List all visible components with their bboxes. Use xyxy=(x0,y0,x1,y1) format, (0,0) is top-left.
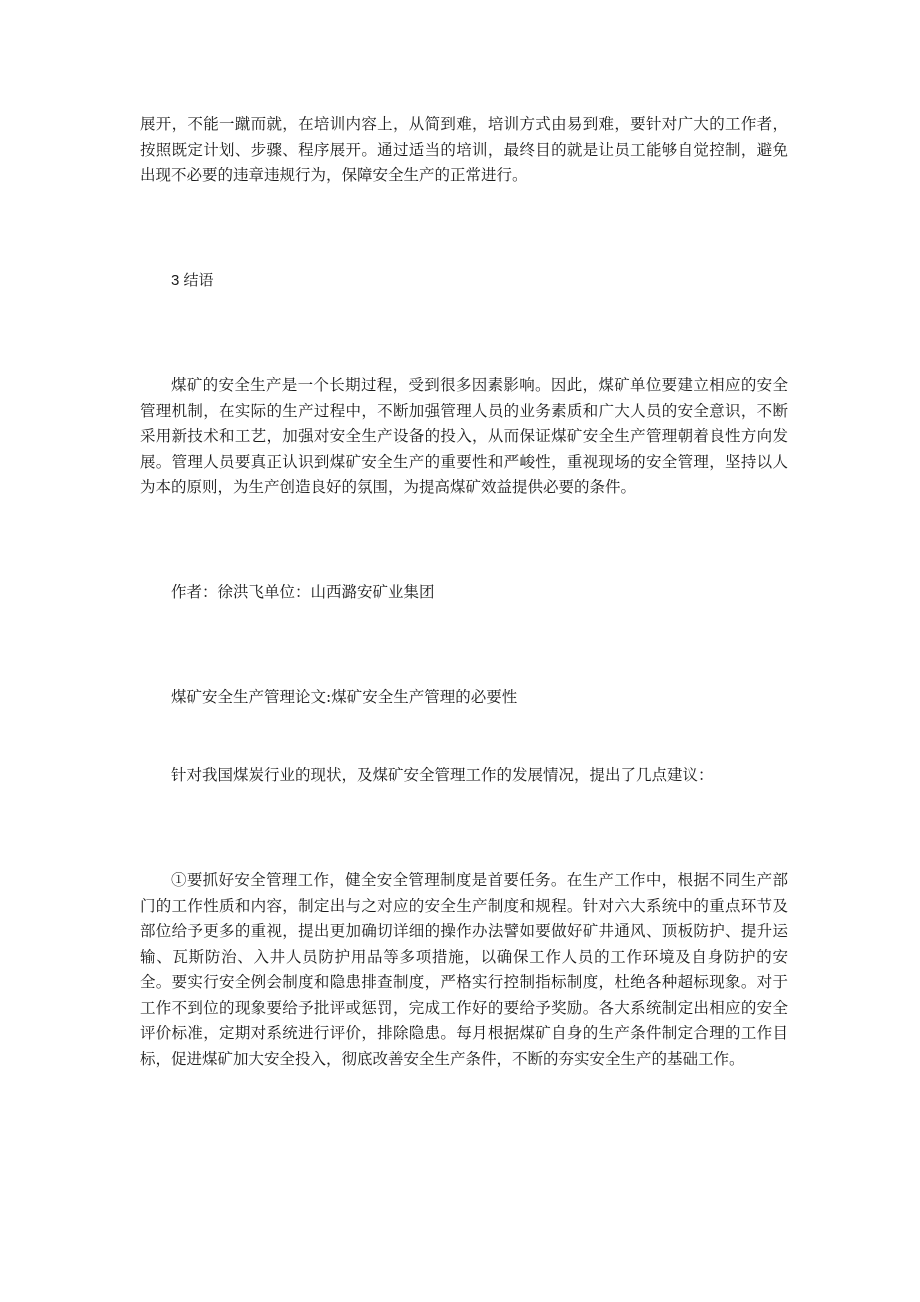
author-line: 作者：徐洪飞单位：山西潞安矿业集团 xyxy=(171,583,435,601)
conclusion-paragraph: 煤矿的安全生产是一个长期过程，受到很多因素影响。因此，煤矿单位要建立相应的安全管理机制，在实际的生产过程中，不断加强管理人员的业务素质和广大人员的安全意识，不断采用新技术和工艺，加强对安全生产设备的投入，从而保证煤矿安全生产管理朝着良性方向发展。管理人员要真正认识到煤矿安全生产的重要性和严峻性，重视现场的安全管理，坚持以人为本的原则，为生产创造良好的氛围，为提高煤矿效益提供必要的条件。 xyxy=(140,376,788,496)
intro-continuation-paragraph: 展开，不能一蹴而就，在培训内容上，从简到难，培训方式由易到难，要针对广大的工作者，按照既定计划、步骤、程序展开。通过适当的培训，最终目的就是让员工能够自觉控制，避免出现不必要的违章违规行为，保障安全生产的正常进行。 xyxy=(140,115,788,184)
section-heading-conclusion: 3 结语 xyxy=(171,272,214,289)
article-title: 煤矿安全生产管理论文:煤矿安全生产管理的必要性 xyxy=(171,688,518,706)
point-one-paragraph: ①要抓好安全管理工作，健全安全管理制度是首要任务。在生产工作中，根据不同生产部门的工作性质和内容，制定出与之对应的安全生产制度和规程。针对六大系统中的重点环节及部位给予更多的重视，提出更加确切详细的操作办法譬如要做好矿井通风、顶板防护、提升运输、瓦斯防治、入井人员防护用品等多项措施，以确保工作人员的工作环境及自身防护的安全。要实行安全例会制度和隐患排查制度，严格实行控制指标制度，杜绝各种超标现象。对于工作不到位的现象要给予批评或惩罚，完成工作好的要给予奖励。各大系统制定出相应的安全评价标准，定期对系统进行评价，排除隐患。每月根据煤矿自身的生产条件制定合理的工作目标，促进煤矿加大安全投入，彻底改善安全生产条件，不断的夯实安全生产的基础工作。 xyxy=(140,871,788,1068)
abstract-paragraph: 针对我国煤炭行业的现状，及煤矿安全管理工作的发展情况，提出了几点建议： xyxy=(171,766,714,784)
